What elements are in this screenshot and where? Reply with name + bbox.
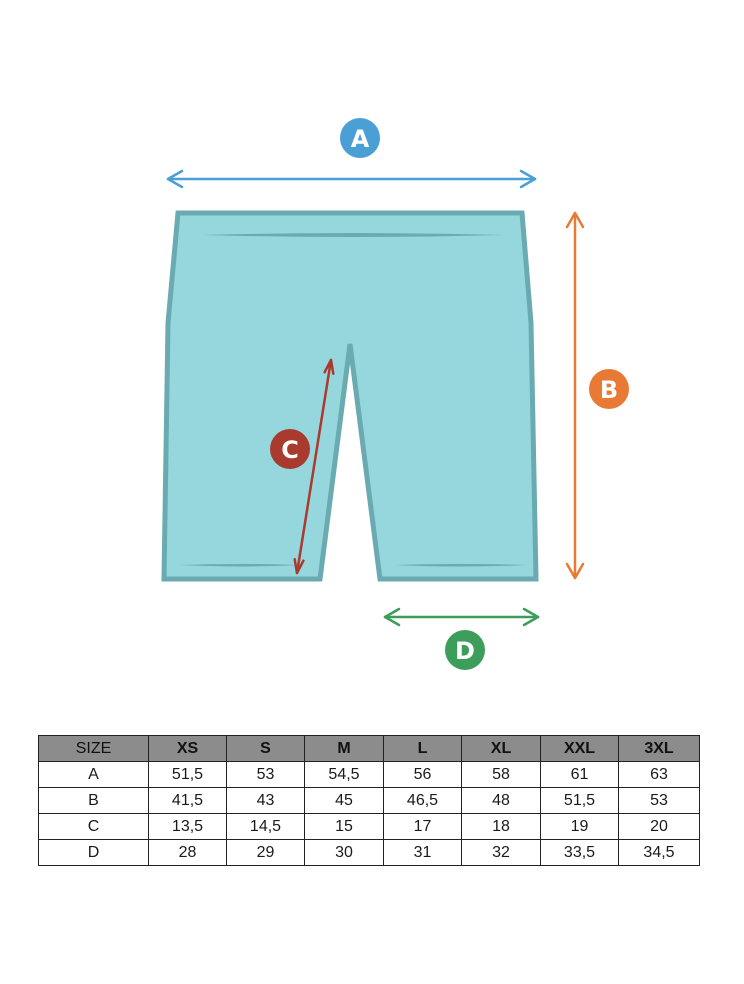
table-cell: 43 <box>227 788 305 814</box>
table-cell: 20 <box>619 814 700 840</box>
arrow-b <box>567 213 583 578</box>
badge-b <box>589 369 629 409</box>
table-cell: 56 <box>384 762 462 788</box>
badge-c <box>270 429 310 469</box>
table-cell: 45 <box>305 788 384 814</box>
size-chart-table <box>38 735 700 866</box>
label-b: B <box>599 376 619 404</box>
table-header-row <box>39 736 700 762</box>
shorts-illustration <box>164 213 536 579</box>
shorts-shape <box>164 213 536 579</box>
table-cell: 29 <box>227 840 305 866</box>
label-d: D <box>455 637 475 665</box>
table-cell: 19 <box>541 814 619 840</box>
table-row <box>39 814 700 840</box>
table-cell: 30 <box>305 840 384 866</box>
table-cell: 63 <box>619 762 700 788</box>
arrow-a <box>168 171 535 187</box>
table-cell: 51,5 <box>541 788 619 814</box>
header-m: M <box>305 736 384 762</box>
header-size: SIZE <box>39 736 149 762</box>
table-row <box>39 762 700 788</box>
row-label: B <box>39 788 149 814</box>
table-cell: 54,5 <box>305 762 384 788</box>
table-cell: 53 <box>619 788 700 814</box>
table-cell: 53 <box>227 762 305 788</box>
header-xs: XS <box>149 736 227 762</box>
table-cell: 18 <box>462 814 541 840</box>
header-xxl: XXL <box>541 736 619 762</box>
table-cell: 28 <box>149 840 227 866</box>
table-cell: 34,5 <box>619 840 700 866</box>
label-c: C <box>281 436 299 464</box>
table-row <box>39 840 700 866</box>
table-cell: 13,5 <box>149 814 227 840</box>
header-xl: XL <box>462 736 541 762</box>
table-cell: 17 <box>384 814 462 840</box>
row-label: D <box>39 840 149 866</box>
row-label: A <box>39 762 149 788</box>
table-cell: 41,5 <box>149 788 227 814</box>
table-cell: 58 <box>462 762 541 788</box>
header-s: S <box>227 736 305 762</box>
badge-a <box>340 118 380 158</box>
table-cell: 32 <box>462 840 541 866</box>
header-l: L <box>384 736 462 762</box>
table-cell: 61 <box>541 762 619 788</box>
badge-d <box>445 630 485 670</box>
arrow-d <box>385 609 538 625</box>
table-cell: 48 <box>462 788 541 814</box>
table-row <box>39 788 700 814</box>
row-label: C <box>39 814 149 840</box>
table-cell: 46,5 <box>384 788 462 814</box>
header-3xl: 3XL <box>619 736 700 762</box>
label-a: A <box>350 125 370 153</box>
table-cell: 15 <box>305 814 384 840</box>
table-cell: 51,5 <box>149 762 227 788</box>
table-cell: 31 <box>384 840 462 866</box>
table-cell: 14,5 <box>227 814 305 840</box>
table-cell: 33,5 <box>541 840 619 866</box>
